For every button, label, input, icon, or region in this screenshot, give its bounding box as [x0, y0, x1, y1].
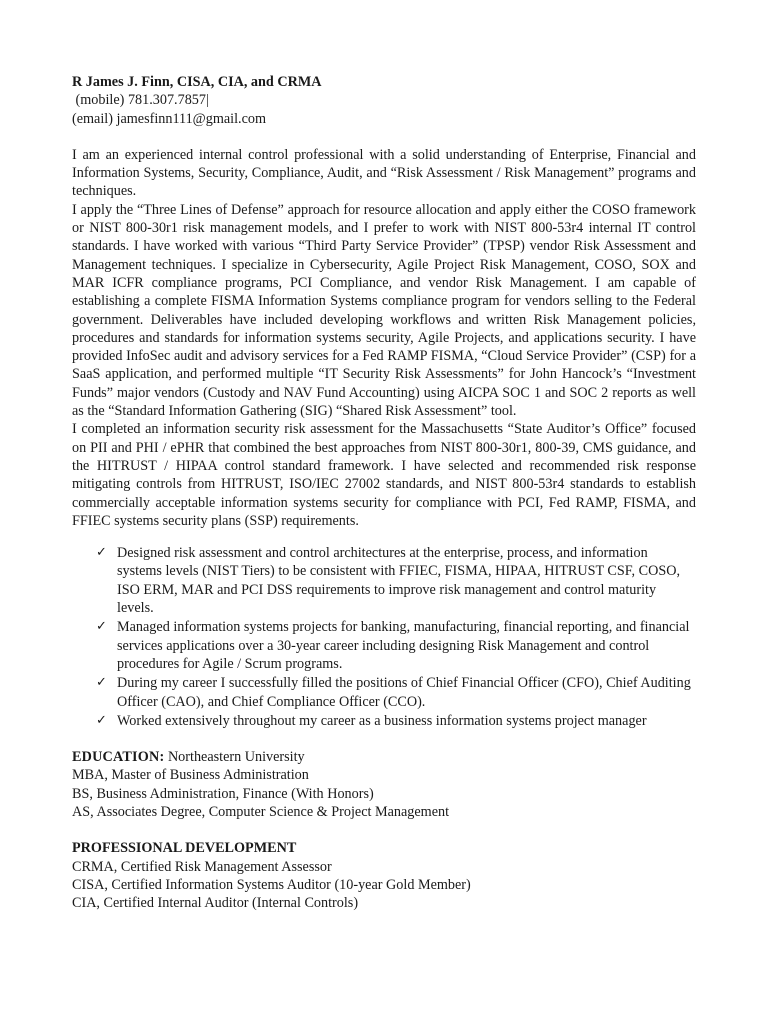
candidate-name: R James J. Finn, CISA, CIA, and CRMA — [72, 74, 322, 90]
list-item — [72, 544, 696, 617]
professional-development-section — [72, 839, 696, 912]
degree-item: BS, Business Administration, Finance (With Honors) — [72, 785, 374, 802]
checkmark-icon: ✓ — [96, 545, 107, 561]
list-item — [72, 712, 696, 730]
education-heading: EDUCATION: — [72, 749, 165, 766]
certification-item: CISA, Certified Information Systems Auditor (10-year Gold Member) — [72, 876, 471, 893]
checkmark-icon: ✓ — [96, 675, 107, 691]
education-section — [72, 748, 696, 821]
achievement-text: Designed risk assessment and control architectures at the enterprise, process, and information systems levels (NIST Tiers) to be consistent with FFIEC, FISMA, HIPAA, HITRUST CSF, COSO, ISO ERM, MAR and PCI DSS requirements to improve risk management and control maturity levels. — [117, 545, 681, 617]
achievement-text: During my career I successfully filled the positions of Chief Financial Officer (CFO), Chief Auditing Officer (CAO), and Chief Compliance Officer (CCO). — [117, 675, 691, 710]
degree-item: MBA, Master of Business Administration — [72, 767, 309, 784]
checkmark-icon: ✓ — [96, 619, 107, 635]
email-address: (email) jamesfinn111@gmail.com — [72, 110, 267, 127]
summary-paragraph-1: I am an experienced internal control professional with a solid understanding of Enterprise, Financial and Information Systems, Security, Compliance, Audit, and “Risk Assessment / Risk Management” programs and techniques. — [72, 146, 696, 200]
list-item — [72, 674, 696, 711]
education-school: Northeastern University — [164, 749, 305, 766]
resume-content — [72, 73, 696, 912]
mobile-phone: (mobile) 781.307.7857| — [72, 92, 209, 109]
summary-paragraph-3: I completed an information security risk assessment for the Massachusetts “State Auditor’s Office” focused on PII and PHI / ePHR that combined the best approaches from NIST 800-30r1, 800-39, CMS guidance, and the HITRUST / HIPAA control standard framework. I have selected and recommended risk response mitigating controls from HITRUST, ISO/IEC 27002 standards, and NIST 800-53r4 standards to establish commercially acceptable information systems security for compliance with PCI, Fed RAMP, FISMA, and FFIEC systems security plans (SSP) requirements. — [72, 421, 696, 529]
achievement-text: Worked extensively throughout my career as a business information systems project manager — [117, 712, 647, 729]
achievements-list — [72, 544, 696, 730]
degree-item: AS, Associates Degree, Computer Science & Project Management — [72, 803, 450, 820]
certification-item: CRMA, Certified Risk Management Assessor — [72, 858, 332, 875]
summary-paragraph-2: I apply the “Three Lines of Defense” approach for resource allocation and apply either the COSO framework or NIST 800-30r1 risk management models, and I prefer to work with NIST 800-53r4 internal IT control standards. I have worked with various “Third Party Service Provider” (TPSP) vendor Risk Assessment and Management techniques. I specialize in Cybersecurity, Agile Project Risk Management, COSO, SOX and MAR ICFR compliance programs, PCI Compliance, and vendor Risk Management. I am capable of establishing a complete FISMA Information Systems compliance program for vendors selling to the Federal government. Deliverables have included developing workflows and written Risk Management policies, procedures and standards for information systems security, Agile Projects, and applications security. I have provided InfoSec audit and advisory services for a Fed RAMP FISMA, “Cloud Service Provider” (CSP) for a SaaS application, and performed multiple “IT Security Risk Assessments” for John Hancock’s “Investment Funds” major vendors (Custody and NAV Fund Accounting) using AICPA SOC 1 and SOC 2 reports as well as the “Standard Information Gathering (SIG) “Shared Risk Assessment” tool. — [72, 201, 696, 420]
achievement-text: Managed information systems projects for banking, manufacturing, financial reporting, and financial services applications over a 30-year career including designing Risk Management and control procedures for Agile / Scrum programs. — [117, 619, 690, 672]
list-item — [72, 618, 696, 673]
checkmark-icon: ✓ — [96, 712, 107, 728]
professional-summary — [72, 146, 696, 530]
education-header-line — [72, 748, 696, 766]
certification-item: CIA, Certified Internal Auditor (Internal Controls) — [72, 895, 359, 912]
professional-development-heading: PROFESSIONAL DEVELOPMENT — [72, 840, 297, 857]
